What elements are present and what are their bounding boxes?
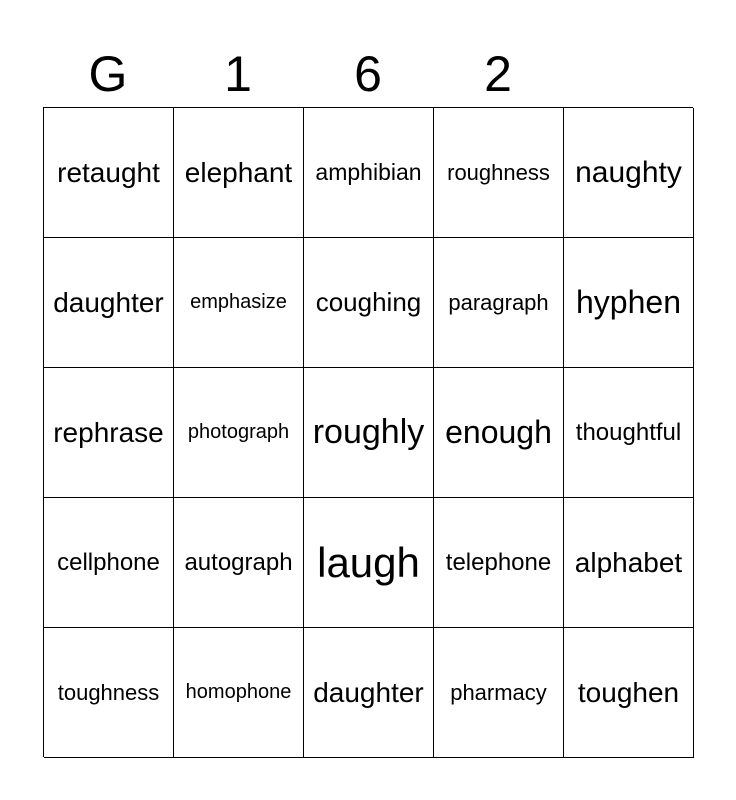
bingo-cell[interactable]: toughness <box>44 628 174 758</box>
bingo-cell[interactable]: laugh <box>304 498 434 628</box>
bingo-board <box>43 107 693 757</box>
bingo-cell[interactable]: homophone <box>174 628 304 758</box>
bingo-cell[interactable]: alphabet <box>564 498 694 628</box>
bingo-cell[interactable]: thoughtful <box>564 368 694 498</box>
bingo-cell[interactable]: photograph <box>174 368 304 498</box>
bingo-cell[interactable]: rephrase <box>44 368 174 498</box>
bingo-cell[interactable]: telephone <box>434 498 564 628</box>
bingo-cell[interactable]: roughness <box>434 108 564 238</box>
header-letter-1: G <box>88 46 128 102</box>
bingo-cell[interactable]: emphasize <box>174 238 304 368</box>
bingo-cell[interactable]: enough <box>434 368 564 498</box>
bingo-cell[interactable]: roughly <box>304 368 434 498</box>
bingo-cell[interactable]: cellphone <box>44 498 174 628</box>
header-letter-3: 6 <box>354 46 382 102</box>
bingo-cell[interactable]: pharmacy <box>434 628 564 758</box>
bingo-header <box>43 40 693 108</box>
header-letter-2: 1 <box>224 46 252 102</box>
bingo-cell[interactable]: amphibian <box>304 108 434 238</box>
bingo-cell[interactable]: daughter <box>304 628 434 758</box>
bingo-cell[interactable]: retaught <box>44 108 174 238</box>
header-letter-4: 2 <box>484 46 512 102</box>
header-letter-5 <box>563 40 693 108</box>
bingo-cell[interactable]: toughen <box>564 628 694 758</box>
bingo-cell[interactable]: daughter <box>44 238 174 368</box>
bingo-cell[interactable]: naughty <box>564 108 694 238</box>
bingo-cell[interactable]: hyphen <box>564 238 694 368</box>
bingo-cell[interactable]: coughing <box>304 238 434 368</box>
bingo-cell[interactable]: autograph <box>174 498 304 628</box>
bingo-cell[interactable]: elephant <box>174 108 304 238</box>
bingo-cell[interactable]: paragraph <box>434 238 564 368</box>
